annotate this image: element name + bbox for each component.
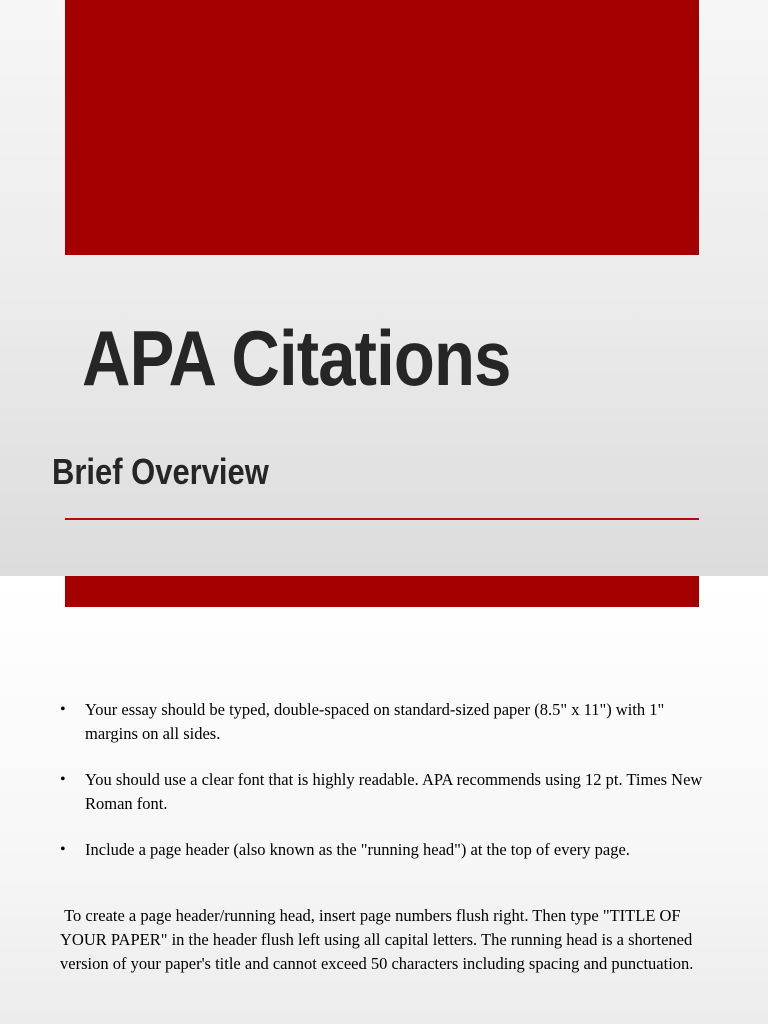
slide-subtitle: Brief Overview (52, 451, 269, 492)
bullet-dot-icon: • (60, 701, 66, 718)
header-color-block (65, 0, 699, 255)
bullet-text: Include a page header (also known as the "running head") at the top of every page. (85, 840, 630, 859)
bullet-text: You should use a clear font that is highly readable. APA recommends using 12 pt. Times New Roman font. (85, 770, 703, 813)
bullet-text: Your essay should be typed, double-spaced on standard-sized paper (8.5" x 11") with 1" margins on all sides. (85, 700, 665, 743)
bullet-item (60, 838, 710, 862)
running-head-paragraph: To create a page header/running head, insert page numbers flush right. Then type "TITLE OF YOUR PAPER" in the header flush left using all capital letters. The running head is a shortened version of your paper's title and cannot exceed 50 characters including spacing and punctuation. (60, 906, 697, 973)
bullet-item (60, 768, 710, 816)
content-slide (0, 576, 768, 1024)
bullet-dot-icon: • (60, 841, 66, 858)
bullet-dot-icon: • (60, 771, 66, 788)
title-divider-line (65, 518, 699, 520)
bullet-item (60, 698, 710, 746)
slide-title: APA Citations (82, 314, 511, 402)
bullet-list (60, 698, 710, 884)
header-color-strip (65, 576, 699, 607)
